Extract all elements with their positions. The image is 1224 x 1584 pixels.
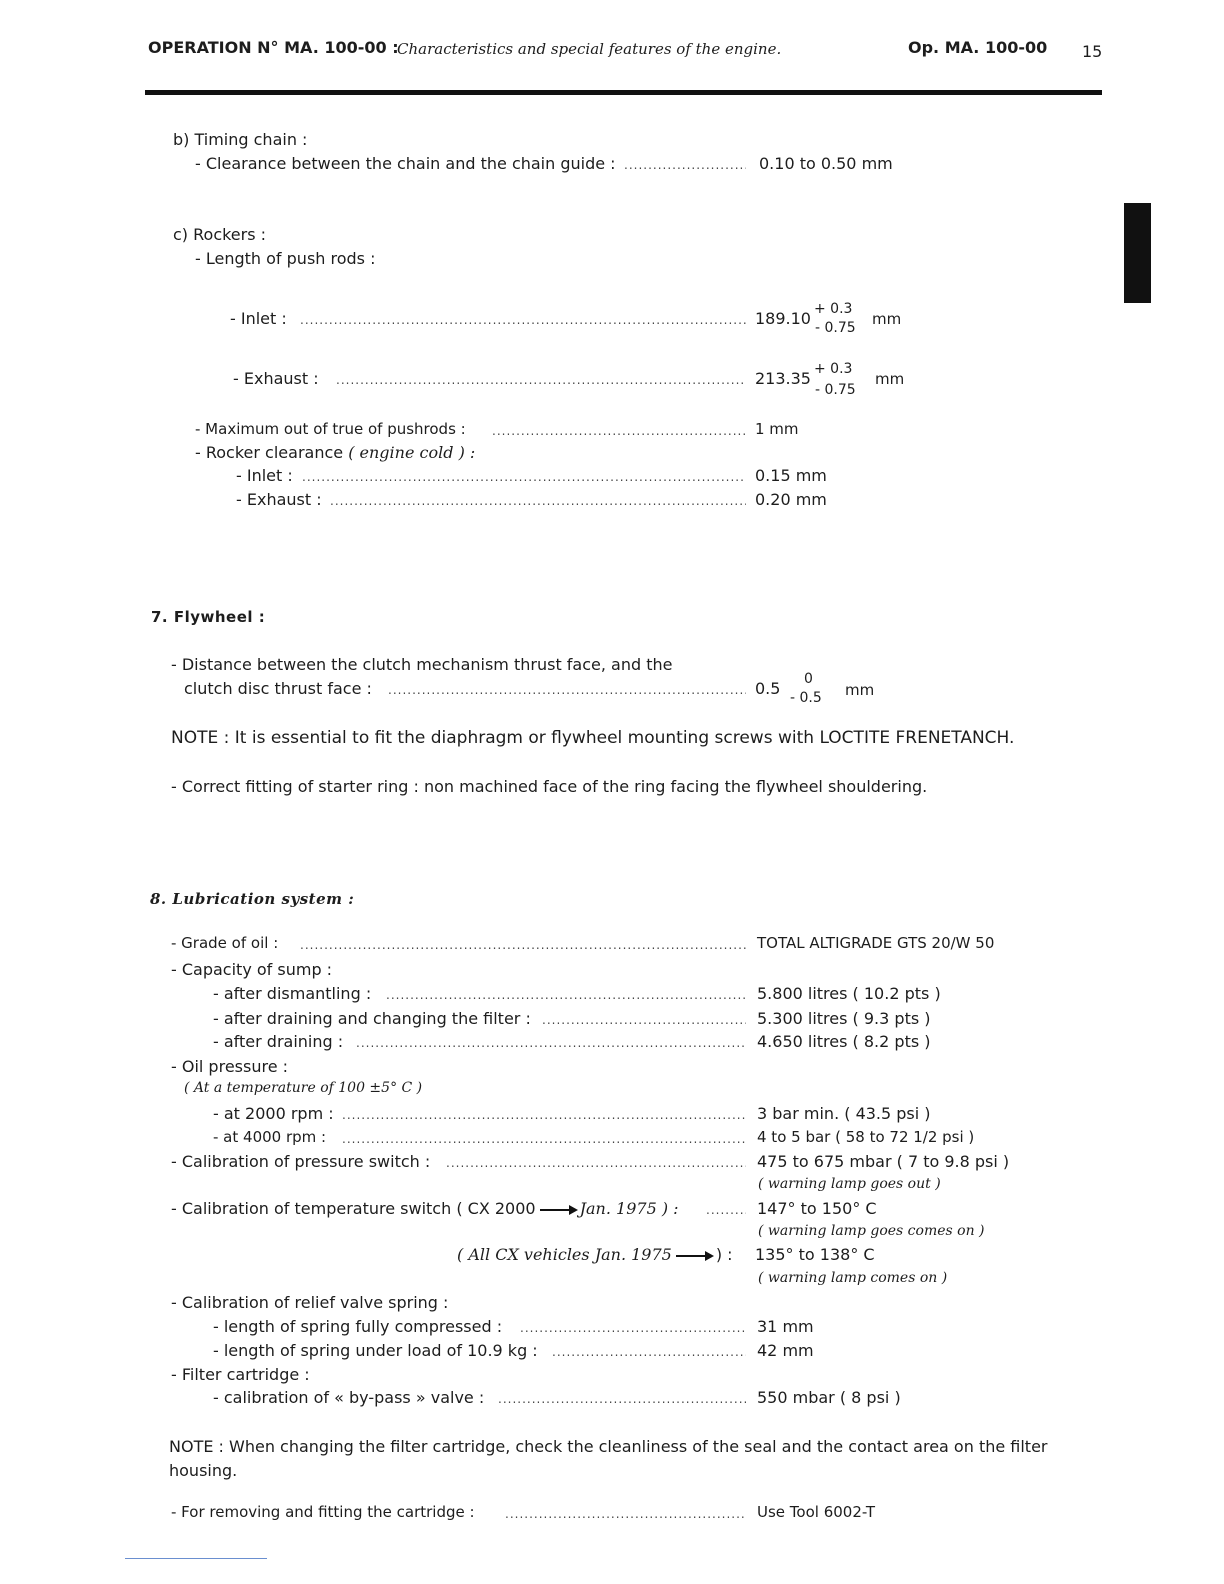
- flywheel-distance-value: 0.5: [755, 679, 781, 698]
- leader-dots: [300, 938, 746, 958]
- after-dismantling-label: - after dismantling :: [213, 984, 372, 1003]
- spring-compressed-value: 31 mm: [757, 1317, 814, 1336]
- cartridge-removal-label: - For removing and fitting the cartridge :: [171, 1503, 475, 1521]
- leader-dots: [356, 1036, 746, 1056]
- filter-note: NOTE : When changing the filter cartridge, check the cleanliness of the seal and the contact area on the filter housing.: [169, 1437, 1048, 1480]
- rocker-inlet-value: 0.15 mm: [755, 466, 827, 485]
- all-cx-label: ( All CX vehicles Jan. 1975 ) :: [457, 1245, 733, 1264]
- operation-subtitle: Characteristics and special features of the engine.: [397, 40, 782, 58]
- leader-dots: [520, 1321, 746, 1341]
- operation-title: OPERATION N° MA. 100-00 :: [148, 38, 399, 57]
- pushrod-inlet-tolerance-plus: + 0.3: [814, 301, 853, 317]
- pushrod-length-label: - Length of push rods :: [195, 249, 376, 268]
- leader-dots: [336, 373, 746, 393]
- leader-dots: [342, 1132, 746, 1152]
- margin-marker: [1124, 203, 1151, 303]
- flywheel-tolerance-plus: 0: [804, 671, 813, 687]
- oil-pressure-condition: ( At a temperature of 100 ±5° C ): [184, 1080, 423, 1096]
- leader-dots: [300, 313, 746, 333]
- sump-capacity-label: - Capacity of sump :: [171, 960, 333, 979]
- after-dismantling-value: 5.800 litres ( 10.2 pts ): [757, 984, 941, 1003]
- flywheel-distance-line1: - Distance between the clutch mechanism thrust face, and the: [171, 655, 673, 674]
- pressure-switch-label: - Calibration of pressure switch :: [171, 1152, 431, 1171]
- chain-clearance-label: - Clearance between the chain and the chain guide :: [195, 154, 616, 173]
- leader-dots: [342, 1108, 746, 1128]
- rocker-exhaust-label: - Exhaust :: [236, 490, 322, 509]
- pushrod-exhaust-tolerance-minus: - 0.75: [815, 382, 856, 398]
- filter-cartridge-label: - Filter cartridge :: [171, 1365, 310, 1384]
- arrow-icon: [676, 1255, 712, 1257]
- leader-dots: [330, 494, 746, 514]
- starter-ring-instruction: - Correct fitting of starter ring : non machined face of the ring facing the flywheel shouldering.: [171, 777, 928, 796]
- pushrod-inlet-unit: mm: [872, 310, 902, 328]
- timing-chain-heading: b) Timing chain :: [173, 130, 308, 149]
- pressure-switch-note: ( warning lamp goes out ): [758, 1176, 941, 1192]
- pushrod-max-out-label: - Maximum out of true of pushrods :: [195, 420, 466, 438]
- pressure-2000-value: 3 bar min. ( 43.5 psi ): [757, 1104, 931, 1123]
- bypass-valve-label: - calibration of « by-pass » valve :: [213, 1388, 485, 1407]
- leader-dots: [446, 1156, 746, 1176]
- leader-dots: [542, 1013, 746, 1033]
- oil-grade-label: - Grade of oil :: [171, 934, 279, 952]
- bottom-underline: [125, 1558, 267, 1559]
- spring-load-value: 42 mm: [757, 1341, 814, 1360]
- pressure-switch-value: 475 to 675 mbar ( 7 to 9.8 psi ): [757, 1152, 1010, 1171]
- all-cx-note: ( warning lamp comes on ): [758, 1270, 948, 1286]
- page-number: 15: [1082, 42, 1103, 61]
- rocker-exhaust-value: 0.20 mm: [755, 490, 827, 509]
- flywheel-note: NOTE : It is essential to fit the diaphragm or flywheel mounting screws with LOCTITE FRENETANCH.: [171, 728, 1015, 748]
- temperature-switch-label: - Calibration of temperature switch ( CX 2000 Jan. 1975 ) :: [171, 1199, 679, 1218]
- temperature-switch-value: 147° to 150° C: [757, 1199, 877, 1218]
- arrow-icon: [540, 1209, 576, 1211]
- relief-valve-label: - Calibration of relief valve spring :: [171, 1293, 449, 1312]
- oil-grade-value: TOTAL ALTIGRADE GTS 20/W 50: [757, 934, 995, 952]
- leader-dots: [505, 1507, 746, 1527]
- pushrod-inlet-label: - Inlet :: [230, 309, 287, 328]
- pushrod-inlet-value: 189.10: [755, 309, 811, 328]
- operation-reference: Op. MA. 100-00: [908, 38, 1048, 57]
- rockers-heading: c) Rockers :: [173, 225, 267, 244]
- leader-dots: [492, 424, 746, 444]
- leader-dots: [706, 1203, 746, 1223]
- bypass-valve-value: 550 mbar ( 8 psi ): [757, 1388, 901, 1407]
- after-draining-label: - after draining :: [213, 1032, 344, 1051]
- cartridge-removal-value: Use Tool 6002-T: [757, 1503, 876, 1521]
- after-filter-change-value: 5.300 litres ( 9.3 pts ): [757, 1009, 931, 1028]
- pushrod-exhaust-unit: mm: [875, 370, 905, 388]
- temperature-switch-note: ( warning lamp goes comes on ): [758, 1223, 985, 1239]
- leader-dots: [388, 683, 746, 703]
- leader-dots: [386, 988, 746, 1008]
- leader-dots: [498, 1392, 746, 1412]
- rocker-clearance-label: - Rocker clearance ( engine cold ) :: [195, 443, 476, 462]
- spring-compressed-label: - length of spring fully compressed :: [213, 1317, 503, 1336]
- leader-dots: [624, 158, 746, 178]
- pressure-4000-label: - at 4000 rpm :: [213, 1128, 327, 1146]
- pushrod-inlet-tolerance-minus: - 0.75: [815, 320, 856, 336]
- after-draining-value: 4.650 litres ( 8.2 pts ): [757, 1032, 931, 1051]
- pushrod-exhaust-value: 213.35: [755, 369, 811, 388]
- chain-clearance-value: 0.10 to 0.50 mm: [759, 154, 893, 173]
- flywheel-distance-unit: mm: [845, 681, 875, 699]
- rocker-inlet-label: - Inlet :: [236, 466, 293, 485]
- pressure-4000-value: 4 to 5 bar ( 58 to 72 1/2 psi ): [757, 1128, 975, 1146]
- all-cx-value: 135° to 138° C: [755, 1245, 875, 1264]
- leader-dots: [552, 1345, 746, 1365]
- flywheel-distance-line2: clutch disc thrust face :: [184, 679, 372, 698]
- pushrod-exhaust-label: - Exhaust :: [233, 369, 319, 388]
- oil-pressure-label: - Oil pressure :: [171, 1057, 289, 1076]
- pushrod-max-out-value: 1 mm: [755, 420, 799, 438]
- header-rule: [145, 90, 1102, 95]
- flywheel-tolerance-minus: - 0.5: [790, 690, 822, 706]
- pushrod-exhaust-tolerance-plus: + 0.3: [814, 361, 853, 377]
- after-filter-change-label: - after draining and changing the filter :: [213, 1009, 531, 1028]
- lubrication-heading: 8. Lubrication system :: [150, 890, 355, 908]
- pressure-2000-label: - at 2000 rpm :: [213, 1104, 334, 1123]
- flywheel-heading: 7. Flywheel :: [151, 608, 266, 626]
- leader-dots: [302, 470, 746, 490]
- spring-load-label: - length of spring under load of 10.9 kg :: [213, 1341, 538, 1360]
